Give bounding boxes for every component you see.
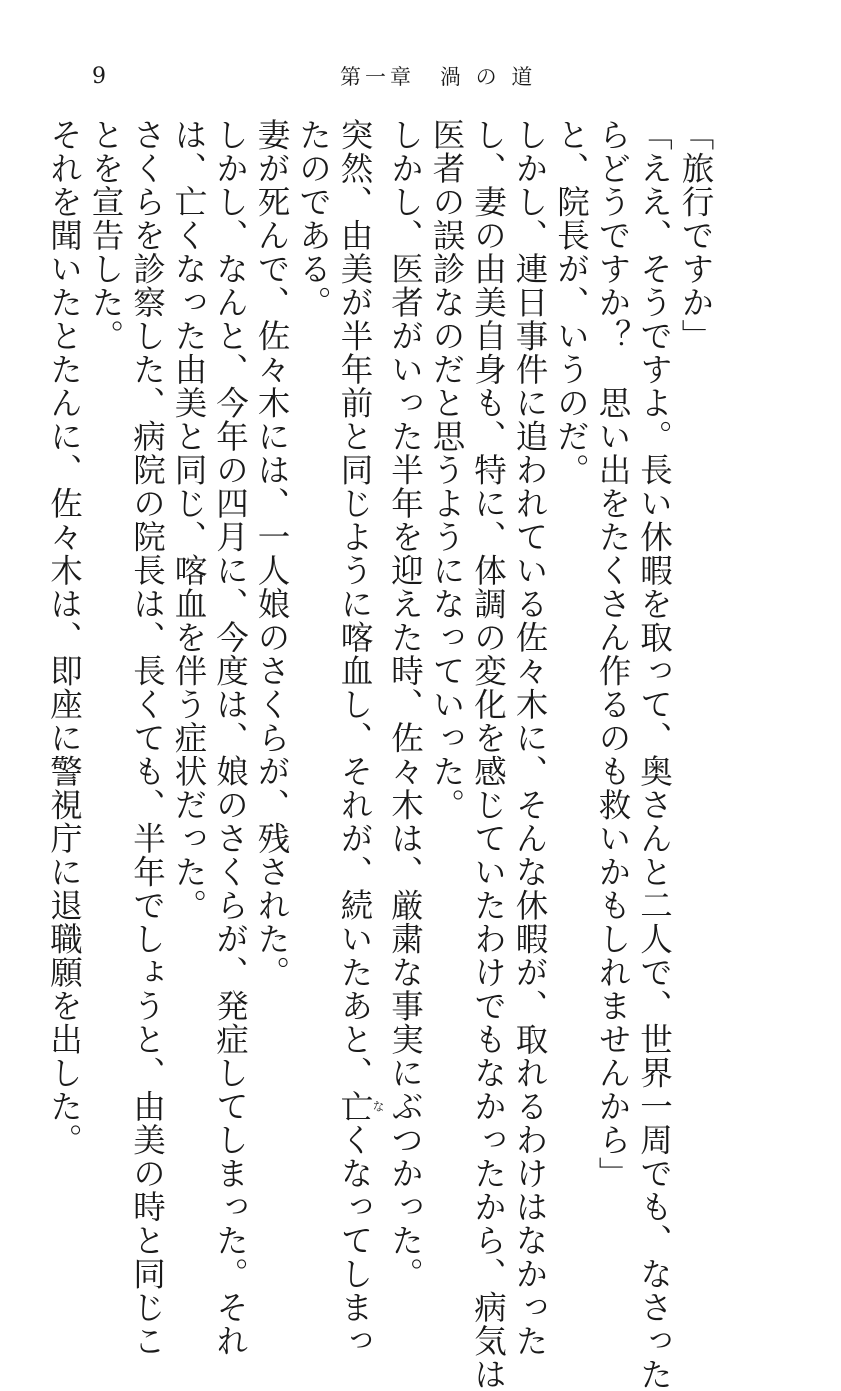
text-column-3: らどうですか？ 思い出をたくさん作るのも救いかもしれませんから」 [594,118,632,1190]
text-column-13: は、亡くなった由美と同じ、喀血を伴う症状だった。 [170,118,208,922]
text-column-5: しかし、連日事件に追われている佐々木に、そんな休暇が、取れるわけはなかった [511,118,549,1358]
text-column-1: 「旅行ですか」 [677,118,715,353]
text-column-12: しかし、なんと、今年の四月に、今度は、娘のさくらが、発症してしまった。それ [211,118,250,1358]
text-column-9-lead: 突然、由美が半年前と同じように喀血し、それが、続いたあと、 [336,118,374,1090]
text-column-10: たのである。 [294,118,333,319]
text-column-14: さくらを診察した、病院の院長は、長くても、半年でしょうと、由美の時と同じこ [128,118,167,1358]
text-column-15: とを宣告した。 [87,118,125,353]
text-column-11: 妻が死んで、佐々木には、一人娘のさくらが、残された。 [253,118,291,989]
running-head: 第一章 渦 の 道 [340,65,537,89]
text-column-2: 「ええ、そうですよ。長い休暇を取って、奥さんと二人で、世界一周でも、なさった [635,118,674,1391]
body-text [45,118,716,1391]
text-column-4: と、院長が、いうのだ。 [552,118,591,487]
text-column-8: しかし、医者がいった半年を迎えた時、佐々木は、厳粛な事実にぶつかった。 [386,118,425,1291]
text-column-16: それを聞いたとたんに、佐々木は、即座に警視庁に退職願を出した。 [45,118,84,1157]
text-column-9-tail: くなってしまっ [336,1123,374,1358]
text-column-6: し、妻の由美自身も、特に、体調の変化を感じていたわけでもなかったから、病気は [469,118,508,1391]
text-column-7: 医者の誤診なのだと思うようになっていった。 [428,118,466,822]
ruby-base: 亡 [336,1089,374,1123]
ruby-reading: な [371,1089,385,1123]
page-number: 9 [92,64,106,89]
ruby-nakunatte [336,1089,385,1124]
text-column-9 [334,118,385,1358]
